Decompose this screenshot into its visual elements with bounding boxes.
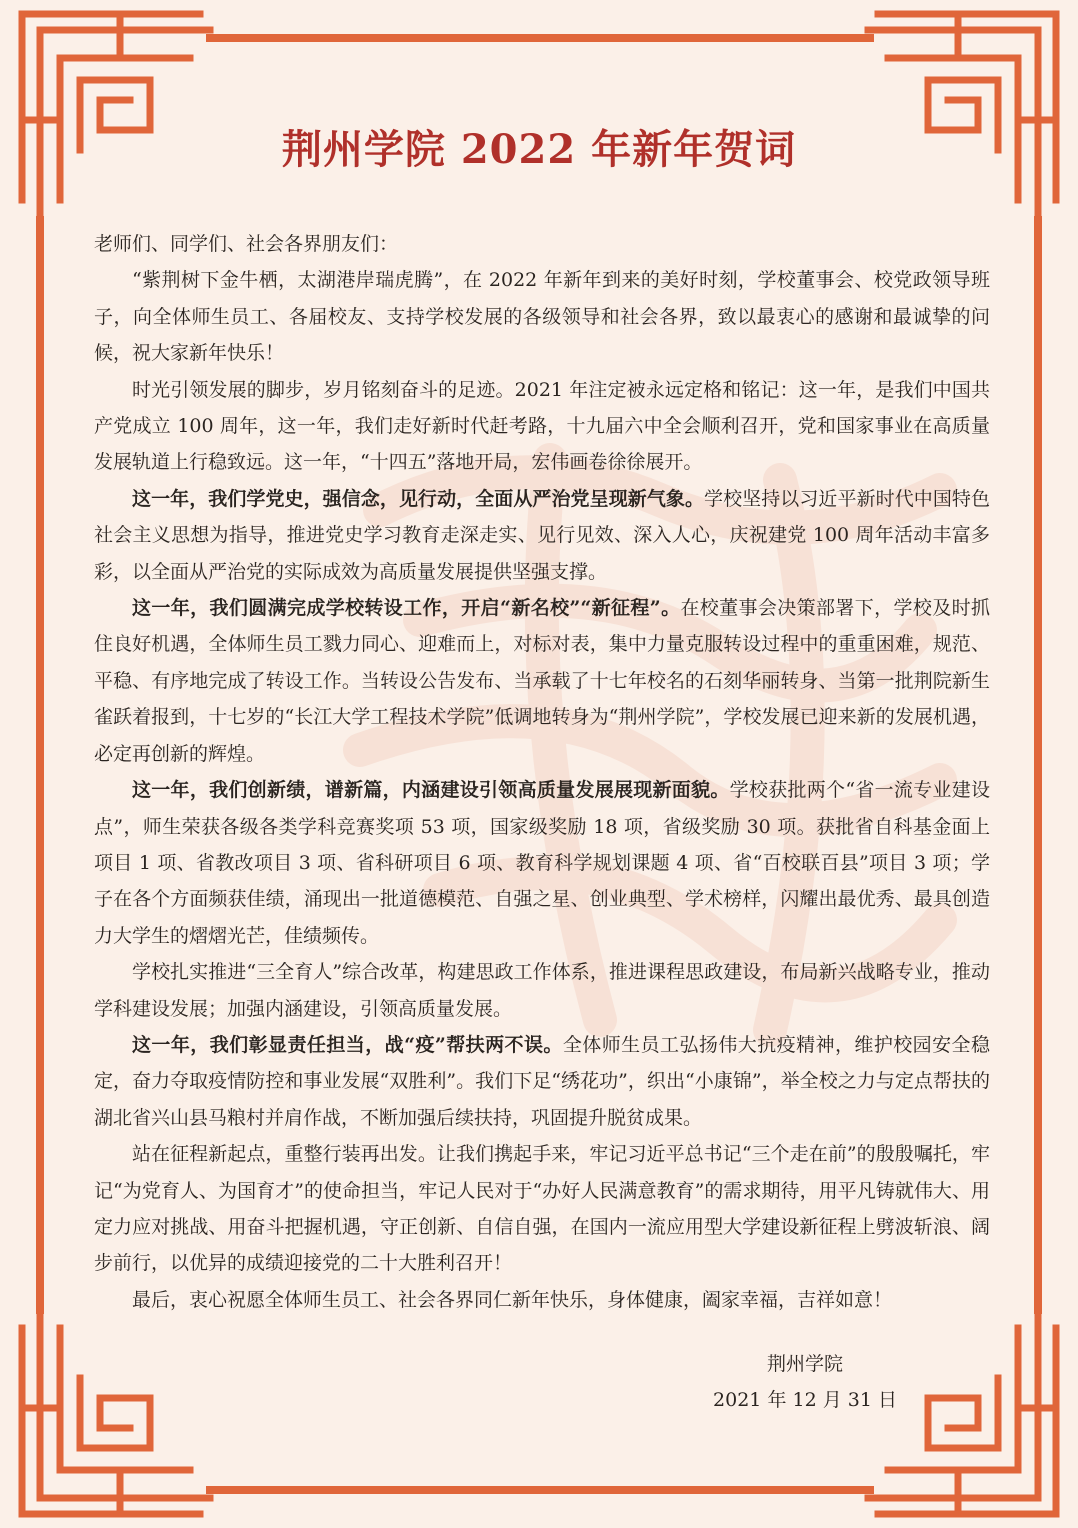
- paragraph-1: [94, 262, 990, 371]
- paragraph-text: 时光引领发展的脚步，岁月铭刻奋斗的足迹。2021 年注定被永远定格和铭记：这一年，是我们中国共产党成立 100 周年，这一年，我们走好新时代赶考路，十九届六中全会顺利召开，党和国家事业在高质量发展轨道上行稳致远。这一年，“十四五”落地开局，宏伟画卷徐徐展开。: [94, 378, 990, 474]
- paragraph-text: 学校扎实推进“三全育人”综合改革，构建思政工作体系，推进课程思政建设，布局新兴战略专业，推动学科建设发展；加强内涵建设，引领高质量发展。: [94, 961, 990, 1020]
- signature-org: 荆州学院: [766, 1353, 843, 1375]
- paragraph-text: “紫荆树下金牛栖，太湖港岸瑞虎腾”，在 2022 年新年到来的美好时刻，学校董事会、校党政领导班子，向全体师生员工、各届校友、支持学校发展的各级领导和社会各界，致以最衷心的感谢和最诚挚的问候，祝大家新年快乐！: [94, 269, 990, 365]
- paragraph-text: 学校获批两个“省一流专业建设点”，师生荣获各级各类学科竞赛奖项 53 项，国家级奖励 18 项，省级奖励 30 项。获批省自科基金面上项目 1 项、省教改项目 3 项、省科研项目 6 项、教育科学规划课题 4 项、省“百校联百县”项目 3 项；学子在各个方面频获佳绩，涌现出一批道德模范、自强之星、创业典型、学术榜样，闪耀出最优秀、最具创造力大学生的熠熠光芒，佳绩频传。: [94, 779, 990, 947]
- paragraph-lead: 这一年，我们创新绩，谱新篇，内涵建设引领高质量发展展现新面貌。: [132, 779, 730, 802]
- paragraph-6: [94, 954, 990, 1027]
- paragraph-5: [94, 772, 990, 954]
- paragraph-7: [94, 1027, 990, 1136]
- paragraph-9: [94, 1282, 990, 1318]
- paragraph-lead: 这一年，我们学党史，强信念，见行动，全面从严治党呈现新气象。: [132, 487, 705, 510]
- paragraph-8: [94, 1136, 990, 1282]
- paragraph-text: 最后，衷心祝愿全体师生员工、社会各界同仁新年快乐，身体健康，阖家幸福，吉祥如意！: [132, 1288, 893, 1311]
- paragraph-lead: 这一年，我们圆满完成学校转设工作，开启“新名校”“新征程”。: [132, 597, 681, 620]
- salutation: 老师们、同学们、社会各界朋友们：: [94, 233, 399, 255]
- paragraph-lead: 这一年，我们彰显责任担当，战“疫”帮扶两不误。: [132, 1033, 563, 1056]
- signature-block: [700, 1346, 910, 1418]
- paragraph-text: 全体师生员工弘扬伟大抗疫精神，维护校园安全稳定，奋力夺取疫情防控和事业发展“双胜利”。我们下足“绣花功”，织出“小康锦”，举全校之力与定点帮扶的湖北省兴山县马粮村并肩作战，不断加强后续扶持，巩固提升脱贫成果。: [94, 1033, 990, 1129]
- paragraph-3: [94, 481, 990, 590]
- paragraph-text: 在校董事会决策部署下，学校及时抓住良好机遇，全体师生员工戮力同心、迎难而上，对标对表，集中力量克服转设过程中的重重困难，规范、平稳、有序地完成了转设工作。当转设公告发布、当承载了十七年校名的石刻华丽转身、当第一批荆院新生雀跃着报到，十七岁的“长江大学工程技术学院”低调地转身为“荆州学院”，学校发展已迎来新的发展机遇，必定再创新的辉煌。: [94, 597, 990, 765]
- signature-date: 2021 年 12 月 31 日: [713, 1389, 897, 1411]
- letter-body: [94, 226, 990, 1318]
- paragraph-4: [94, 590, 990, 772]
- paragraph-text: 站在征程新起点，重整行装再出发。让我们携起手来，牢记习近平总书记“三个走在前”的殷殷嘱托，牢记“为党育人、为国育才”的使命担当，牢记人民对于“办好人民满意教育”的需求期待，用平凡铸就伟大、用定力应对挑战、用奋斗把握机遇，守正创新、自信自强，在国内一流应用型大学建设新征程上劈波斩浪、阔步前行，以优异的成绩迎接党的二十大胜利召开！: [94, 1143, 990, 1275]
- paragraph-2: [94, 372, 990, 481]
- paragraph-text: 学校坚持以习近平新时代中国特色社会主义思想为指导，推进党史学习教育走深走实、见行见效、深入人心，庆祝建党 100 周年活动丰富多彩，以全面从严治党的实际成效为高质量发展提供坚强支撑。: [94, 487, 990, 583]
- letter-title: 荆州学院 2022 年新年贺词: [281, 126, 797, 173]
